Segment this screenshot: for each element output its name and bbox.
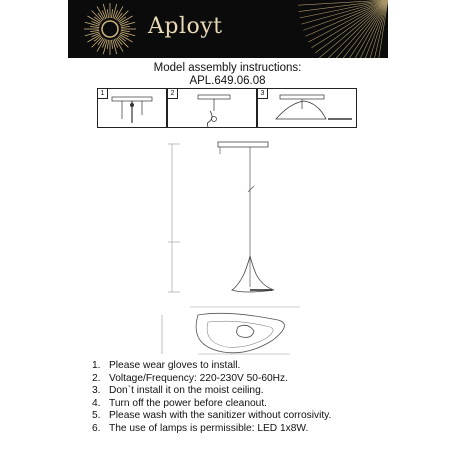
model-number: APL.649.06.08 (189, 75, 266, 87)
instruction-item: 5. Please wash with the sanitizer without corrosivity. (92, 410, 332, 421)
lamp-technical-drawing (150, 132, 310, 357)
step-1-panel (97, 88, 167, 128)
brand-name: Aployt (148, 14, 223, 39)
step-1-illustration (98, 89, 168, 129)
sun-logo-icon (68, 0, 388, 58)
instruction-item: 2. Voltage/Frequency: 220-230V 50-60Hz. (92, 372, 288, 384)
instruction-item: 6. The use of lamps is permissible: LED 1x8W. (92, 422, 309, 434)
step-number: 2 (168, 89, 178, 99)
step-number: 3 (258, 89, 268, 99)
instruction-item: 1. Please wear gloves to install. (92, 360, 241, 371)
instructions-list (92, 360, 331, 435)
brand-banner (68, 0, 388, 58)
step-3-illustration (258, 89, 358, 129)
step-2-illustration (168, 89, 258, 129)
step-number: 1 (98, 89, 108, 99)
step-2-panel (167, 88, 257, 128)
step-3-panel (257, 88, 357, 128)
instruction-item: 3. Don`t install it on the moist ceiling. (92, 385, 264, 396)
document-title: Model assembly instructions: (153, 62, 302, 74)
instruction-item: 4. Turn off the power before cleanout. (92, 397, 268, 409)
